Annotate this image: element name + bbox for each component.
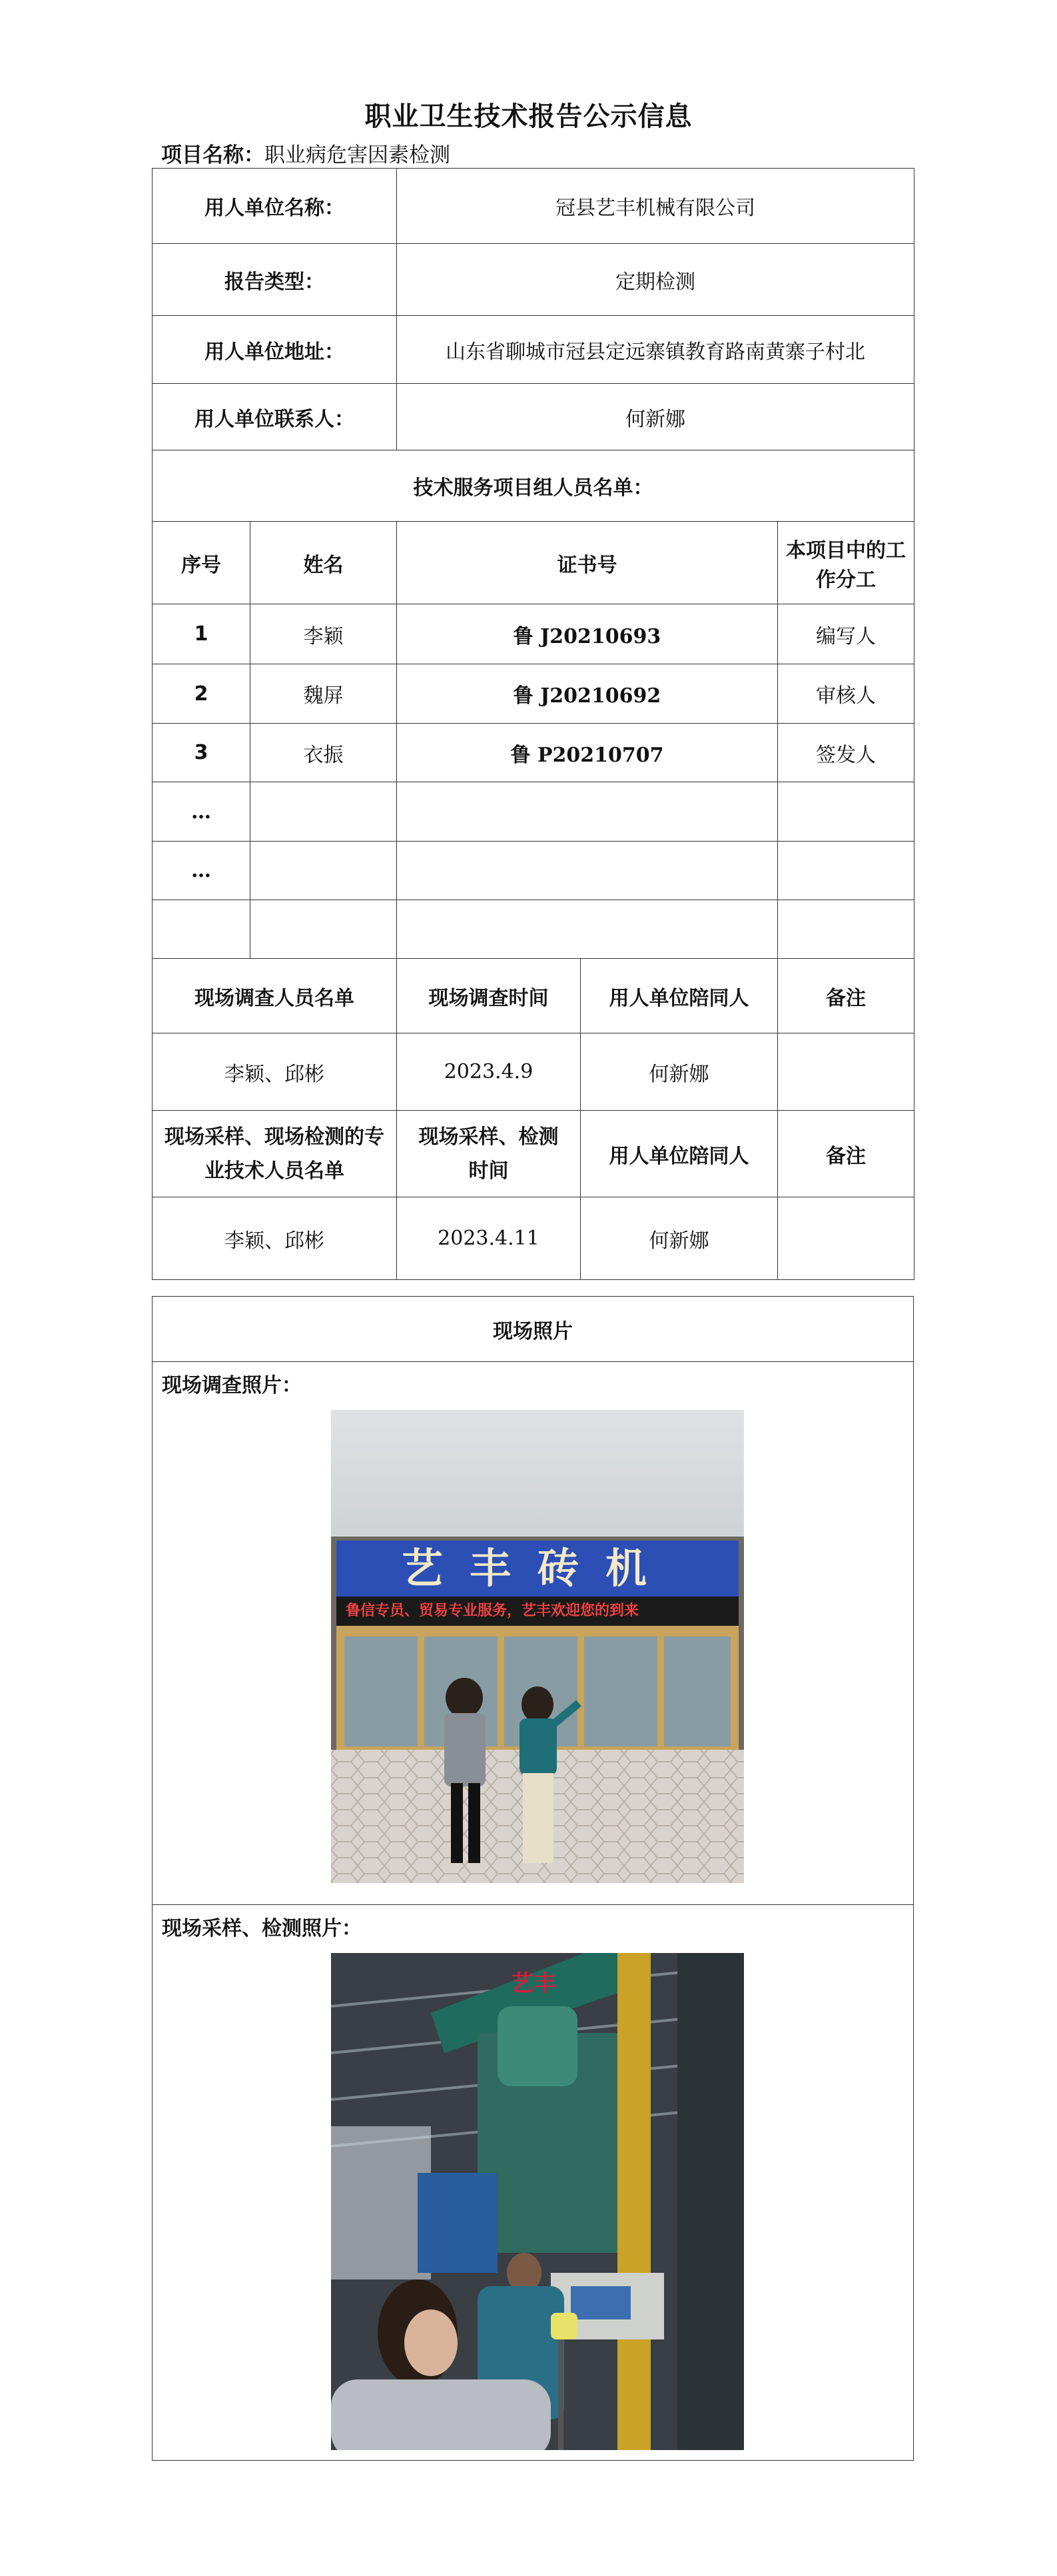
info-value: 定期检测 <box>397 244 914 316</box>
team-cert: 鲁 P20210707 <box>397 724 778 782</box>
sampling-value <box>778 1197 914 1280</box>
sampling-photo-label: 现场采样、检测照片： <box>162 1917 362 1940</box>
table-row <box>153 604 914 664</box>
survey-value: 李颖、邱彬 <box>153 1033 397 1111</box>
project-line <box>161 138 450 168</box>
sampling-value-row <box>153 1197 914 1280</box>
team-no: 1 <box>153 604 250 664</box>
team-header: 证书号 <box>397 522 778 604</box>
sampling-photo-machine-label: 艺丰 <box>511 1970 556 1997</box>
team-no: … <box>153 842 250 900</box>
survey-header: 备注 <box>778 959 914 1033</box>
sampling-header: 用人单位陪同人 <box>581 1111 778 1197</box>
team-header-row <box>153 522 914 604</box>
project-value: 职业病危害因素检测 <box>264 143 450 167</box>
survey-header: 现场调查人员名单 <box>153 959 397 1033</box>
team-header: 本项目中的工作分工 <box>778 522 914 604</box>
team-cert <box>397 842 778 900</box>
sampling-value: 何新娜 <box>581 1197 778 1280</box>
table-row <box>153 900 914 959</box>
team-name <box>250 842 397 900</box>
info-row <box>153 384 914 450</box>
survey-photo-label: 现场调查照片： <box>162 1374 302 1397</box>
survey-photo-sign: 艺丰砖机 <box>401 1544 673 1593</box>
page-title: 职业卫生技术报告公示信息 <box>364 101 693 132</box>
team-role: 编写人 <box>778 604 914 664</box>
team-role: 审核人 <box>778 664 914 724</box>
sampling-header: 现场采样、现场检测的专业技术人员名单 <box>153 1111 397 1197</box>
survey-header: 用人单位陪同人 <box>581 959 778 1033</box>
info-value: 何新娜 <box>397 384 914 450</box>
table-row <box>153 782 914 842</box>
info-value: 山东省聊城市冠县定远寨镇教育路南黄寨子村北 <box>397 316 914 384</box>
team-name: 衣振 <box>250 724 397 782</box>
info-label: 用人单位名称： <box>153 169 397 244</box>
survey-value-row <box>153 1033 914 1111</box>
team-cert <box>397 782 778 842</box>
team-cert <box>397 900 778 959</box>
survey-value <box>778 1033 914 1111</box>
team-cert: 鲁 J20210693 <box>397 604 778 664</box>
team-role <box>778 900 914 959</box>
team-cert: 鲁 J20210692 <box>397 664 778 724</box>
team-header: 姓名 <box>250 522 397 604</box>
team-no: 2 <box>153 664 250 724</box>
team-header: 序号 <box>153 522 250 604</box>
survey-header: 现场调查时间 <box>397 959 581 1033</box>
survey-photo-led: 鲁信专员、贸易专业服务，艺丰欢迎您的到来 <box>346 1603 639 1619</box>
photo-table <box>152 1296 914 2461</box>
survey-header-row <box>153 959 914 1033</box>
sampling-header-row <box>153 1111 914 1197</box>
info-label: 用人单位联系人： <box>153 384 397 450</box>
project-label: 项目名称： <box>161 143 264 167</box>
sampling-header: 现场采样、检测时间 <box>397 1111 581 1197</box>
table-row <box>153 724 914 782</box>
table-row <box>153 664 914 724</box>
info-label: 报告类型： <box>153 244 397 316</box>
info-row <box>153 316 914 384</box>
team-role: 签发人 <box>778 724 914 782</box>
team-name: 李颖 <box>250 604 397 664</box>
info-value: 冠县艺丰机械有限公司 <box>397 169 914 244</box>
team-name <box>250 900 397 959</box>
survey-value: 何新娜 <box>581 1033 778 1111</box>
survey-photo-cell <box>153 1362 914 1905</box>
sampling-photo-cell <box>153 1905 914 2461</box>
team-heading: 技术服务项目组人员名单： <box>153 450 914 522</box>
sampling-value: 2023.4.11 <box>397 1197 581 1280</box>
team-name: 魏屏 <box>250 664 397 724</box>
survey-photo <box>331 1410 744 1883</box>
report-info-table <box>152 168 914 1280</box>
team-role <box>778 842 914 900</box>
team-role <box>778 782 914 842</box>
sampling-photo <box>331 1953 744 2450</box>
sampling-value: 李颖、邱彬 <box>153 1197 397 1280</box>
info-row <box>153 244 914 316</box>
info-label: 用人单位地址： <box>153 316 397 384</box>
team-name <box>250 782 397 842</box>
sampling-header: 备注 <box>778 1111 914 1197</box>
team-no: … <box>153 782 250 842</box>
info-row <box>153 169 914 244</box>
table-row <box>153 842 914 900</box>
photos-heading: 现场照片 <box>153 1297 914 1362</box>
team-no <box>153 900 250 959</box>
team-no: 3 <box>153 724 250 782</box>
survey-value: 2023.4.9 <box>397 1033 581 1111</box>
